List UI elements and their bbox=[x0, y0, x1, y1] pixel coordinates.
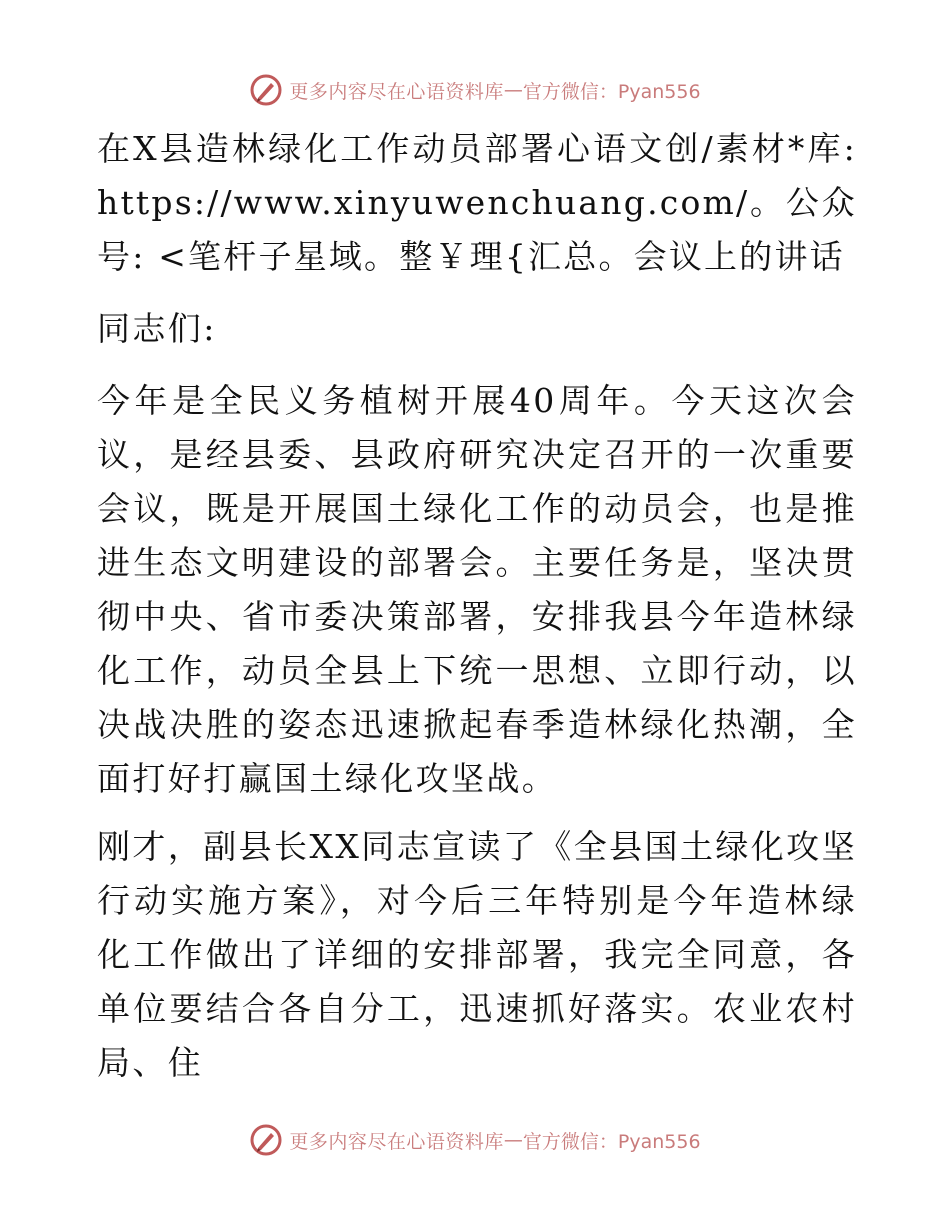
pen-logo-icon bbox=[249, 1123, 283, 1157]
pen-logo-icon bbox=[249, 73, 283, 107]
watermark-wechat: 官方微信：Pyan556 bbox=[522, 1130, 701, 1153]
watermark-wechat: 官方微信：Pyan556 bbox=[522, 80, 701, 103]
watermark-dash: — bbox=[503, 79, 523, 101]
document-title: 在X县造林绿化工作动员部署心语文创/素材*库: https://www.xinyuwenchuang.com/。公众号: <笔杆子星域。整￥理{汇总。会议上的讲话 bbox=[97, 129, 857, 276]
paragraph-2: 刚才，副县长XX同志宣读了《全县国土绿化攻坚行动实施方案》，对今后三年特别是今年造林绿化工作做出了详细的安排部署，我完全同意，各单位要结合各自分工，迅速抓好落实。农业农村局、住 bbox=[97, 827, 857, 1082]
paragraph-1: 今年是全民义务植树开展40周年。今天这次会议，是经县委、县政府研究决定召开的一次重要会议，既是开展国土绿化工作的动员会，也是推进生态文明建设的部署会。主要任务是，坚决贯彻中央、省市委决策部署，安排我县今年造林绿化工作，动员全县上下统一思想、立即行动，以决战决胜的姿态迅速掀起春季造林绿化热潮，全面打好打赢国土绿化攻坚战。 bbox=[97, 381, 857, 798]
watermark-text: 更多内容尽在心语资料库 bbox=[289, 80, 504, 103]
header-watermark bbox=[0, 70, 950, 110]
watermark-dash: — bbox=[503, 1129, 523, 1151]
watermark-text: 更多内容尽在心语资料库 bbox=[289, 1130, 504, 1153]
footer-watermark bbox=[0, 1120, 950, 1160]
greeting: 同志们: bbox=[97, 309, 217, 348]
document-body bbox=[97, 122, 857, 1104]
